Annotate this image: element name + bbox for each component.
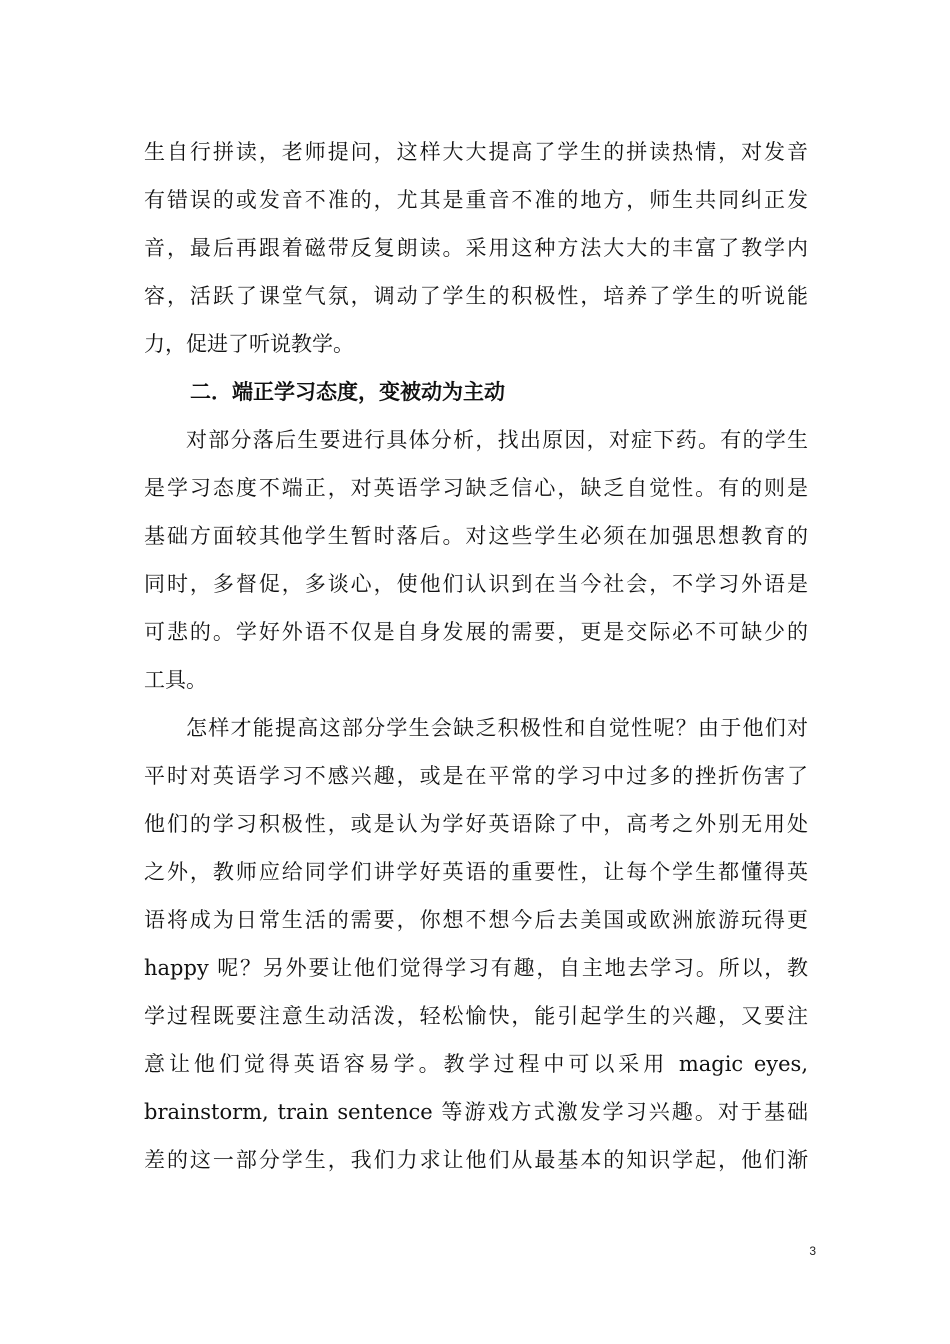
paragraph-continued bbox=[144, 128, 808, 368]
paragraph-attitude bbox=[144, 416, 808, 704]
text-line: 差的这一部分学生，我们力求让他们从最基本的知识学起，他们渐 bbox=[144, 1148, 808, 1172]
text-line: 意让他们觉得英语容易学。教学过程中可以采用 magic eyes, bbox=[144, 1052, 808, 1076]
text-line: 容，活跃了课堂气氛，调动了学生的积极性，培养了学生的听说能 bbox=[144, 284, 808, 308]
text-line: 生自行拼读，老师提问，这样大大提高了学生的拼读热情，对发音 bbox=[144, 140, 808, 164]
text-line: 学过程既要注意生动活泼，轻松愉快，能引起学生的兴趣，又要注 bbox=[144, 1004, 808, 1028]
text-line: 之外，教师应给同学们讲学好英语的重要性，让每个学生都懂得英 bbox=[144, 860, 808, 884]
text-line: happy 呢？另外要让他们觉得学习有趣，自主地去学习。所以，教 bbox=[144, 956, 808, 980]
text-line: 是学习态度不端正，对英语学习缺乏信心，缺乏自觉性。有的则是 bbox=[144, 476, 808, 500]
text-line: 音，最后再跟着磁带反复朗读。采用这种方法大大的丰富了教学内 bbox=[144, 236, 808, 260]
text-line: 他们的学习积极性，或是认为学好英语除了中，高考之外别无用处 bbox=[144, 812, 808, 836]
text-line: 工具。 bbox=[144, 668, 207, 692]
text-line: 基础方面较其他学生暂时落后。对这些学生必须在加强思想教育的 bbox=[144, 524, 808, 548]
paragraph-motivation bbox=[144, 704, 808, 1184]
text-line: 力，促进了听说教学。 bbox=[144, 332, 354, 356]
text-line: 怎样才能提高这部分学生会缺乏积极性和自觉性呢？由于他们对 bbox=[186, 716, 808, 740]
page-body bbox=[144, 128, 808, 1184]
section-heading: 二．端正学习态度，变被动为主动 bbox=[190, 380, 505, 404]
text-line: 平时对英语学习不感兴趣，或是在平常的学习中过多的挫折伤害了 bbox=[144, 764, 808, 788]
text-line: 同时，多督促，多谈心，使他们认识到在当今社会，不学习外语是 bbox=[144, 572, 808, 596]
text-line: 语将成为日常生活的需要，你想不想今后去美国或欧洲旅游玩得更 bbox=[144, 908, 808, 932]
text-line: brainstorm, train sentence 等游戏方式激发学习兴趣。对于基础 bbox=[144, 1100, 808, 1124]
text-line: 可悲的。学好外语不仅是自身发展的需要，更是交际必不可缺少的 bbox=[144, 620, 808, 644]
page-number: 3 bbox=[809, 1244, 816, 1258]
text-line: 对部分落后生要进行具体分析，找出原因，对症下药。有的学生 bbox=[186, 428, 808, 452]
text-line: 有错误的或发音不准的，尤其是重音不准的地方，师生共同纠正发 bbox=[144, 188, 808, 212]
